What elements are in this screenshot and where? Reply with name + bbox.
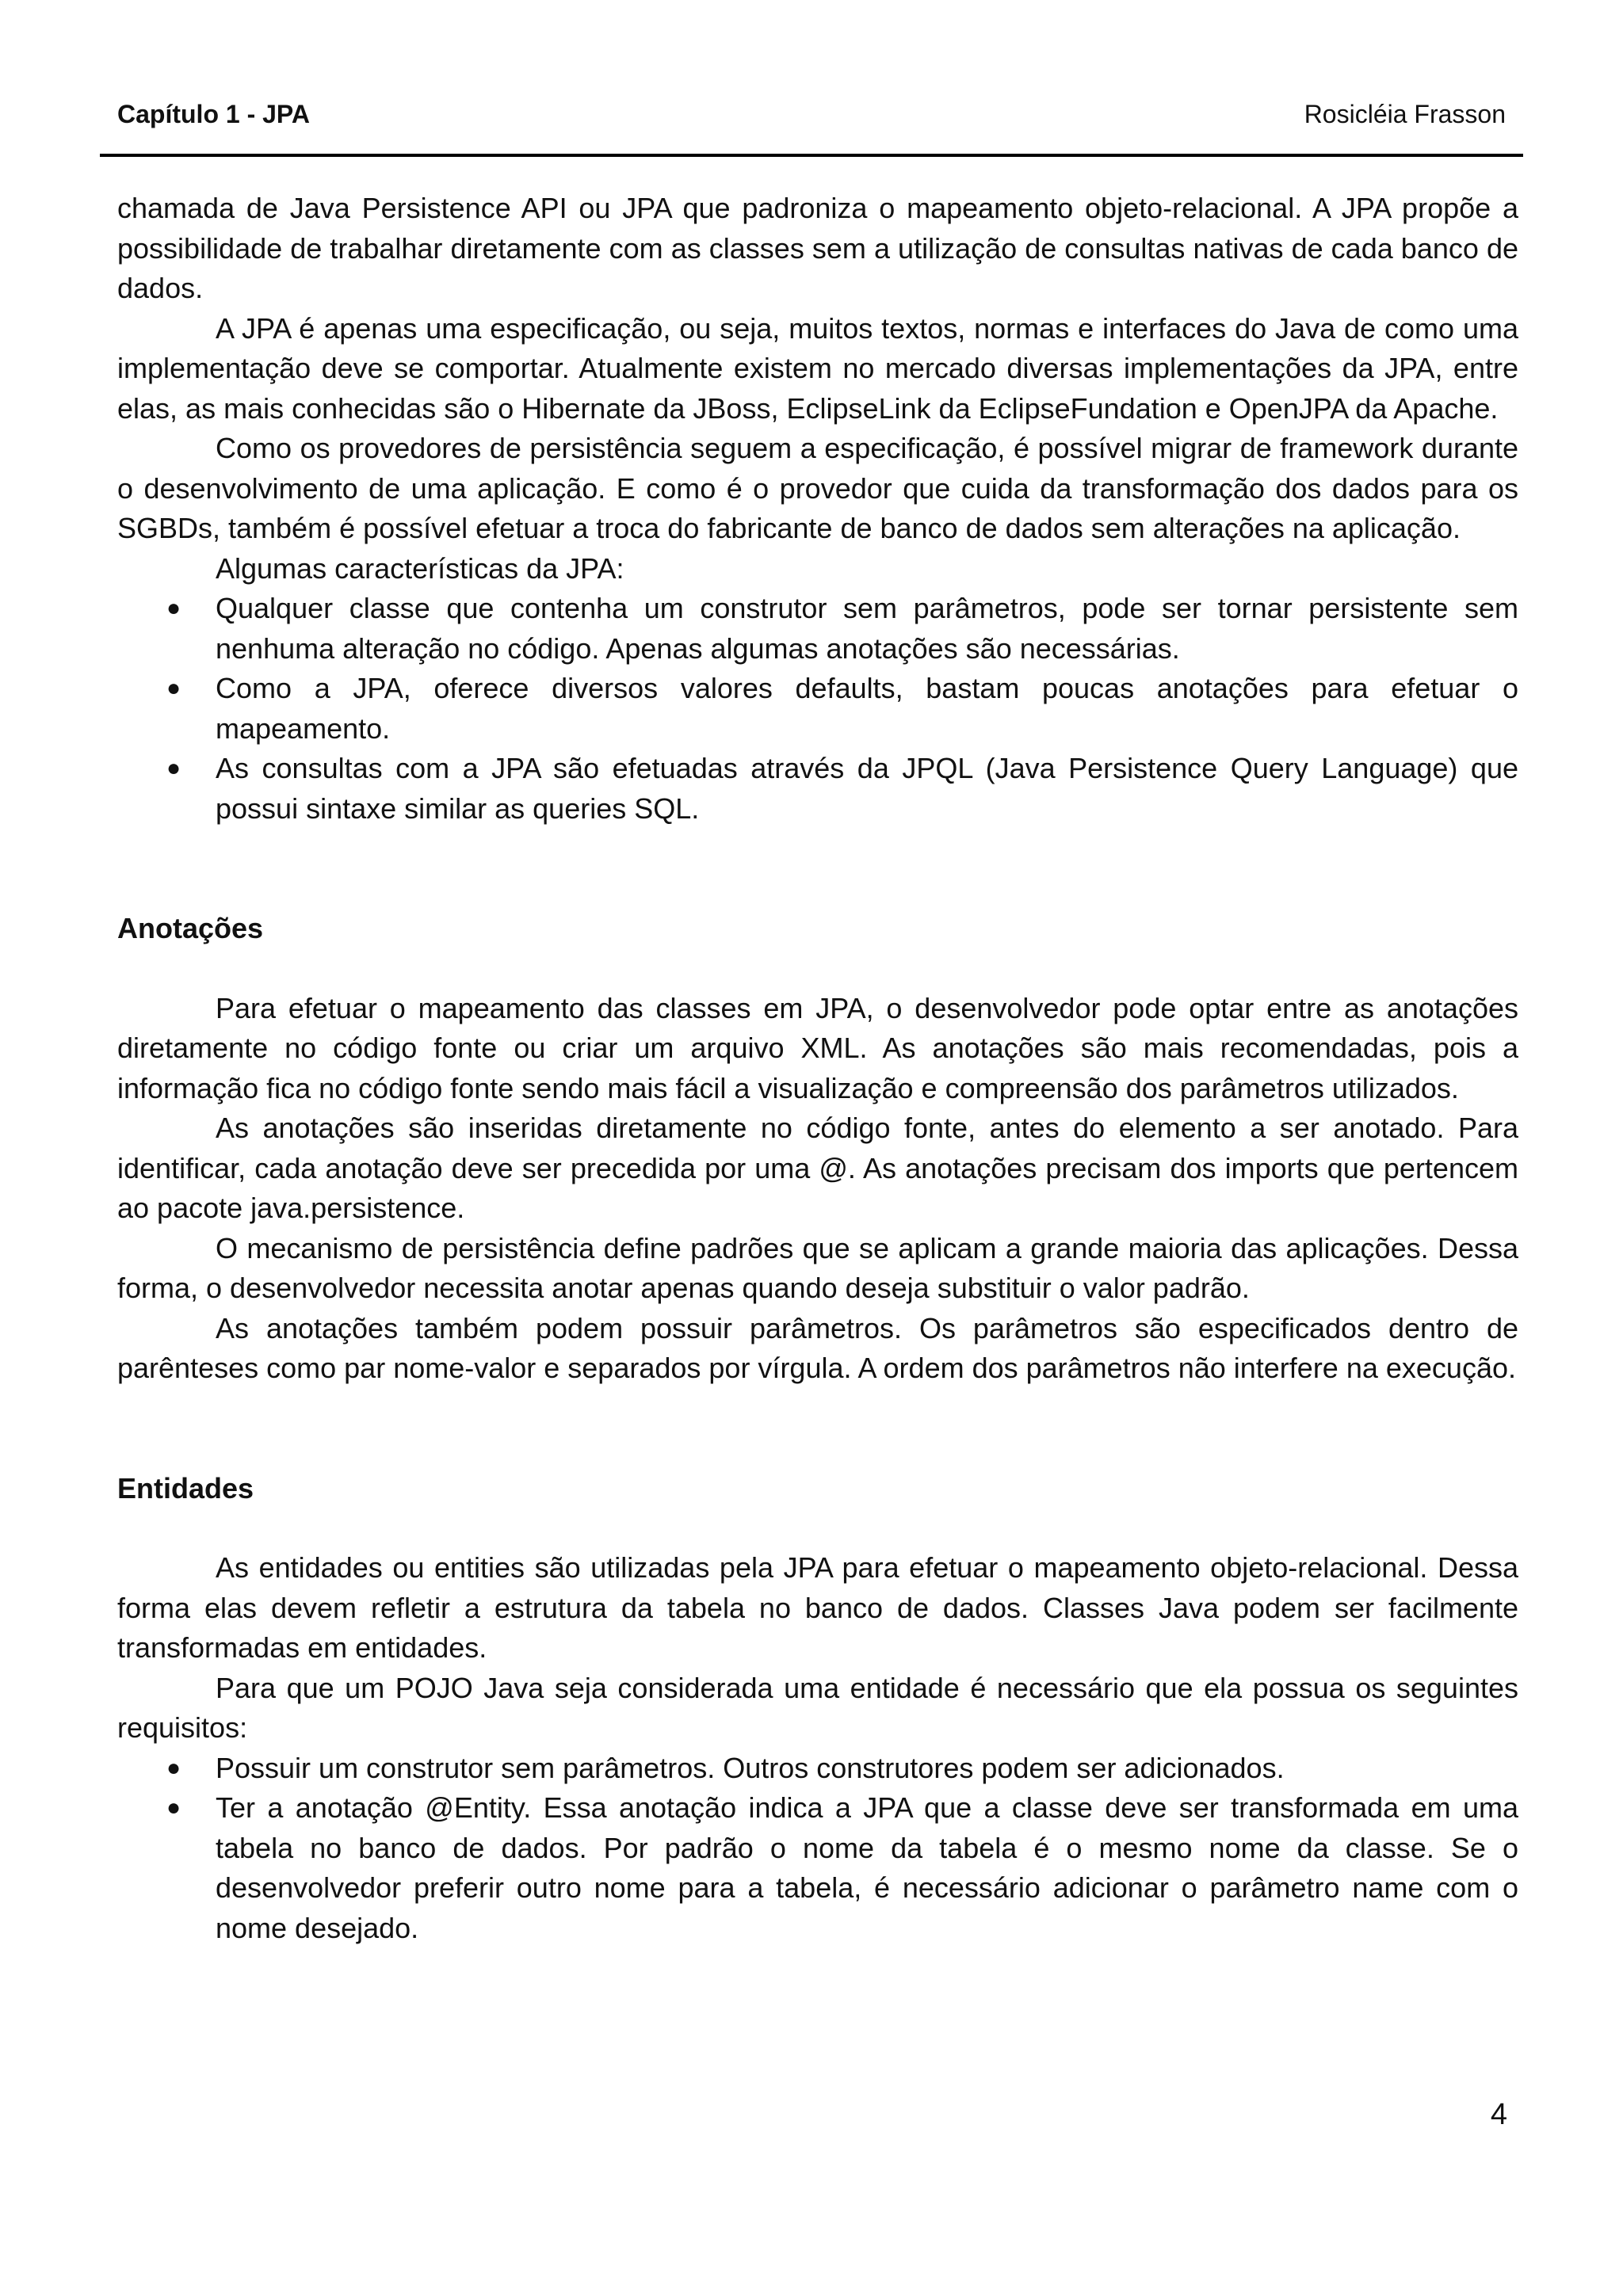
author-name: Rosicléia Frasson: [1304, 100, 1506, 128]
bullet-icon: ●: [166, 595, 181, 621]
list-item-text: As consultas com a JPA são efetuadas através da JPQL (Java Persistence Query Language) que possui sintaxe similar as queries SQL.: [216, 752, 1518, 825]
anotacoes-paragraph-4: As anotações também podem possuir parâmetros. Os parâmetros são especificados dentro de parênteses como par nome-valor e separados por vírgula. A ordem dos parâmetros não interfere na execução.: [117, 1311, 1518, 1384]
page-header: [100, 93, 1523, 157]
intro-paragraph-2: A JPA é apenas uma especificação, ou seja, muitos textos, normas e interfaces do Java de como uma implementação deve se comportar. Atualmente existem no mercado diversas implementações da JPA, entre elas, as mais conhecidas são o Hibernate da JBoss, EclipseLink da EclipseFundation e OpenJPA da Apache.: [117, 311, 1518, 425]
intro-paragraph-4: Algumas características da JPA:: [216, 551, 624, 585]
list-item: [117, 589, 1518, 669]
chapter-title: Capítulo 1 - JPA: [117, 100, 310, 128]
entity-requirements-list: [117, 1749, 1518, 1949]
bullet-icon: ●: [166, 675, 181, 701]
anotacoes-paragraph-1: Para efetuar o mapeamento das classes em JPA, o desenvolvedor pode optar entre as anotações diretamente no código fonte ou criar um arquivo XML. As anotações são mais recomendadas, pois a informação fica no código fonte sendo mais fácil a visualização e compreensão dos parâmetros utilizados.: [117, 991, 1518, 1104]
section-spacer: [117, 1389, 1518, 1469]
bullet-icon: ●: [166, 755, 181, 781]
section-spacer: [117, 949, 1518, 989]
jpa-features-list: [117, 589, 1518, 829]
list-item: [117, 669, 1518, 749]
list-item-text: Qualquer classe que contenha um construtor sem parâmetros, pode ser tornar persistente sem nenhuma alteração no código. Apenas algumas anotações são necessárias.: [216, 592, 1518, 665]
page-content: [117, 189, 1518, 1948]
list-item: [117, 1749, 1518, 1789]
section-spacer: [117, 1508, 1518, 1548]
section-heading-anotacoes: Anotações: [117, 912, 264, 944]
intro-paragraph-3: Como os provedores de persistência seguem a especificação, é possível migrar de framework durante o desenvolvimento de uma aplicação. E como é o provedor que cuida da transformação dos dados para os SGBDs, também é possível efetuar a troca do fabricante de banco de dados sem alterações na aplicação.: [117, 432, 1518, 544]
bullet-icon: ●: [166, 1794, 181, 1821]
page-number: 4: [1490, 2098, 1507, 2131]
entidades-paragraph-1: As entidades ou entities são utilizadas pela JPA para efetuar o mapeamento objeto-relacional. Dessa forma elas devem refletir a estrutura da tabela no banco de dados. Classes Java podem ser facilmente transformadas em entidades.: [117, 1551, 1518, 1664]
list-item-text: Ter a anotação @Entity. Essa anotação indica a JPA que a classe deve ser transformada em uma tabela no banco de dados. Por padrão o nome da tabela é o mesmo nome da classe. Se o desenvolvedor preferir outro nome para a tabela, é necessário adicionar o parâmetro name com o nome desejado.: [216, 1791, 1518, 1944]
anotacoes-paragraph-3: O mecanismo de persistência define padrões que se aplicam a grande maioria das aplicações. Dessa forma, o desenvolvedor necessita anotar apenas quando deseja substituir o valor padrão.: [117, 1231, 1518, 1304]
bullet-icon: ●: [166, 1754, 181, 1781]
list-item-text: Possuir um construtor sem parâmetros. Outros construtores podem ser adicionados.: [216, 1751, 1285, 1784]
anotacoes-paragraph-2: As anotações são inseridas diretamente no código fonte, antes do elemento a ser anotado. Para identificar, cada anotação deve ser precedida por uma @. As anotações precisam dos imports que pertencem ao pacote java.persistence.: [117, 1112, 1518, 1224]
list-item-text: Como a JPA, oferece diversos valores defaults, bastam poucas anotações para efetuar o mapeamento.: [216, 672, 1518, 745]
section-spacer: [117, 829, 1518, 909]
section-heading-entidades: Entidades: [117, 1471, 254, 1505]
entidades-paragraph-2: Para que um POJO Java seja considerada uma entidade é necessário que ela possua os seguintes requisitos:: [117, 1671, 1518, 1744]
list-item: [117, 749, 1518, 829]
list-item: [117, 1788, 1518, 1948]
intro-paragraph-1: chamada de Java Persistence API ou JPA que padroniza o mapeamento objeto-relacional. A JPA propõe a possibilidade de trabalhar diretamente com as classes sem a utilização de consultas nativas de cada banco de dados.: [117, 192, 1518, 304]
